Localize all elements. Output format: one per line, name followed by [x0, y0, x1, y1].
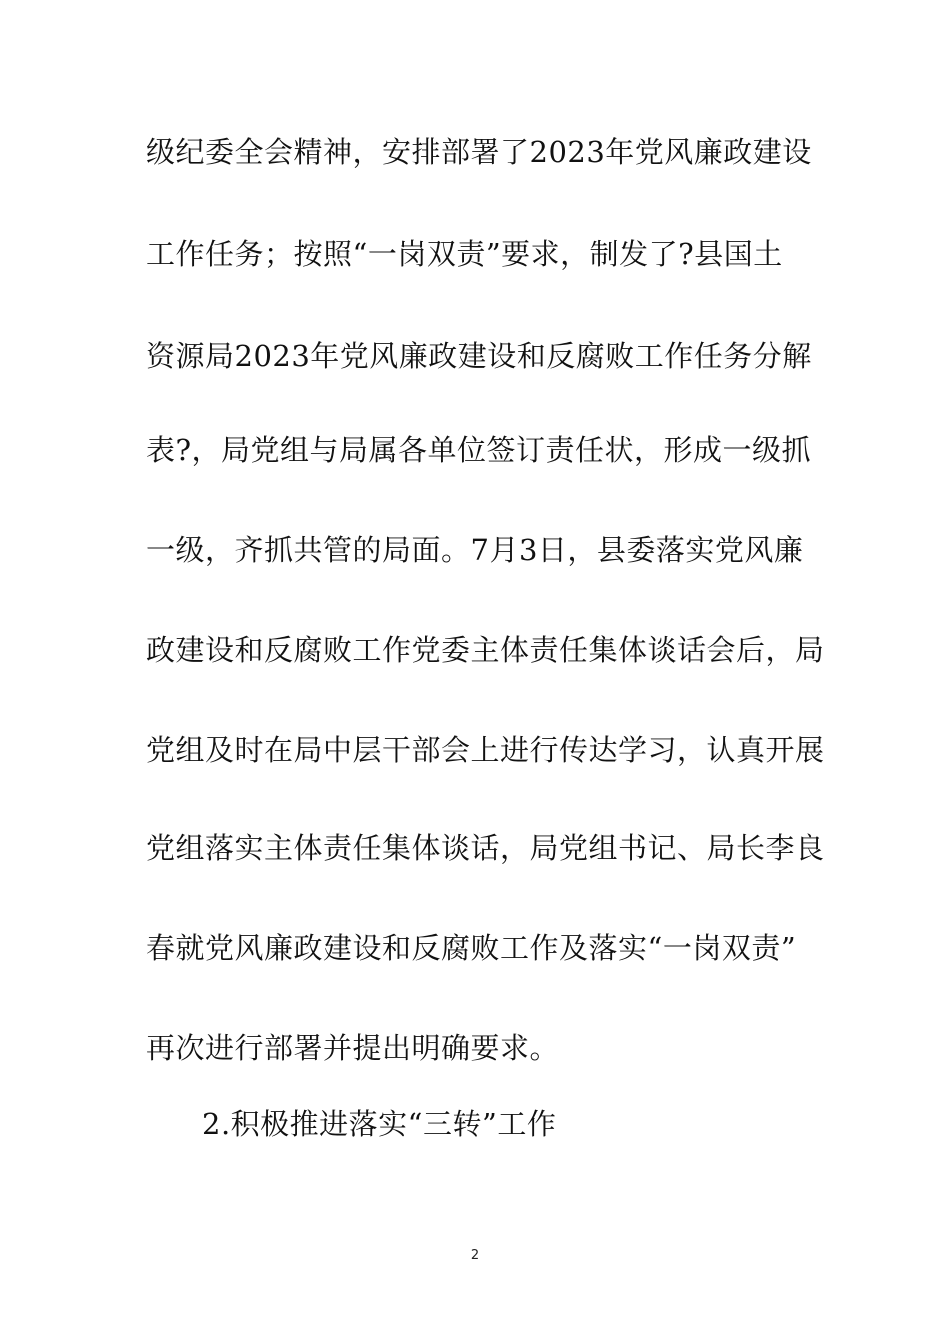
body-text-line: 工作任务；按照“一岗双责”要求，制发了?县国土: [146, 237, 783, 271]
body-text-line: 一级，齐抓共管的局面。7月3日，县委落实党风廉: [146, 533, 804, 567]
body-text-line: 政建设和反腐败工作党委主体责任集体谈话会后，局: [146, 633, 825, 667]
body-text-line: 表?，局党组与局属各单位签订责任状，形成一级抓: [146, 433, 812, 467]
page-number: 2: [470, 1248, 480, 1263]
body-text-line: 党组及时在局中层干部会上进行传达学习，认真开展: [146, 733, 825, 767]
body-text-line: 春就党风廉政建设和反腐败工作及落实“一岗双责”: [146, 931, 797, 965]
body-text-line: 资源局2023年党风廉政建设和反腐败工作任务分解: [146, 339, 812, 373]
section-heading: 2.积极推进落实“三转”工作: [202, 1107, 557, 1141]
body-text-line: 再次进行部署并提出明确要求。: [146, 1031, 560, 1065]
body-text-line: 党组落实主体责任集体谈话，局党组书记、局长李良: [146, 831, 825, 865]
body-text-line: 级纪委全会精神，安排部署了2023年党风廉政建设: [146, 135, 812, 169]
